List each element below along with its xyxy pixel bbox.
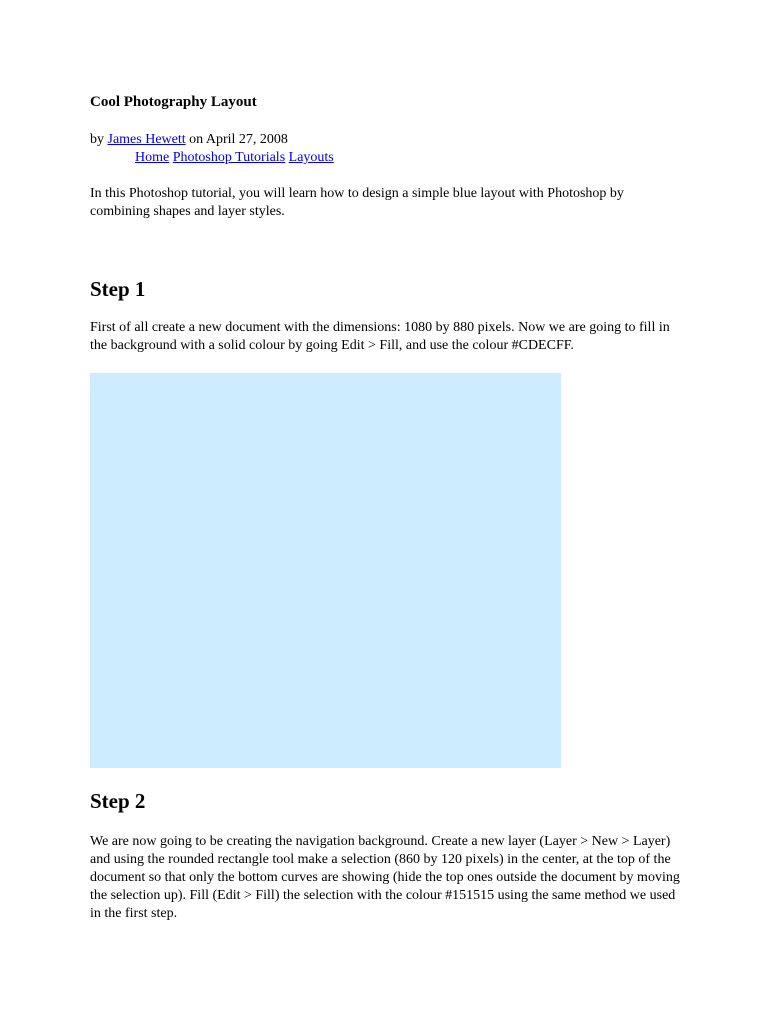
step-2-heading: Step 2 — [90, 789, 146, 813]
author-link[interactable]: James Hewett — [107, 132, 186, 147]
intro-paragraph: In this Photoshop tutorial, you will learn how to design a simple blue layout with Photoshop by combining shapes and layer styles. — [90, 186, 624, 219]
article-title: Cool Photography Layout — [90, 94, 257, 110]
breadcrumb-layouts[interactable]: Layouts — [288, 150, 334, 165]
byline-date: on April 27, 2008 — [185, 132, 288, 147]
step-1-text: First of all create a new document with the dimensions: 1080 by 880 pixels. Now we are going to fill in the background with a solid colour by going Edit > Fill, and use the colour #CDECFF. — [90, 320, 670, 353]
byline — [90, 131, 288, 149]
breadcrumb-photoshop-tutorials[interactable]: Photoshop Tutorials — [172, 150, 286, 165]
step-1-image — [90, 373, 561, 768]
breadcrumb-home[interactable]: Home — [135, 150, 170, 165]
breadcrumb — [135, 149, 334, 167]
step-2-text: We are now going to be creating the navigation background. Create a new layer (Layer > New > Layer) and using the rounded rectangle tool make a selection (860 by 120 pixels) in the center, at the top of the document so that only the bottom curves are showing (hide the top ones outside the document by moving the selection up). Fill (Edit > Fill) the selection with the colour #151515 using the same method we used in the first step. — [90, 834, 680, 921]
byline-prefix: by — [90, 132, 108, 147]
step-1-heading: Step 1 — [90, 277, 146, 301]
